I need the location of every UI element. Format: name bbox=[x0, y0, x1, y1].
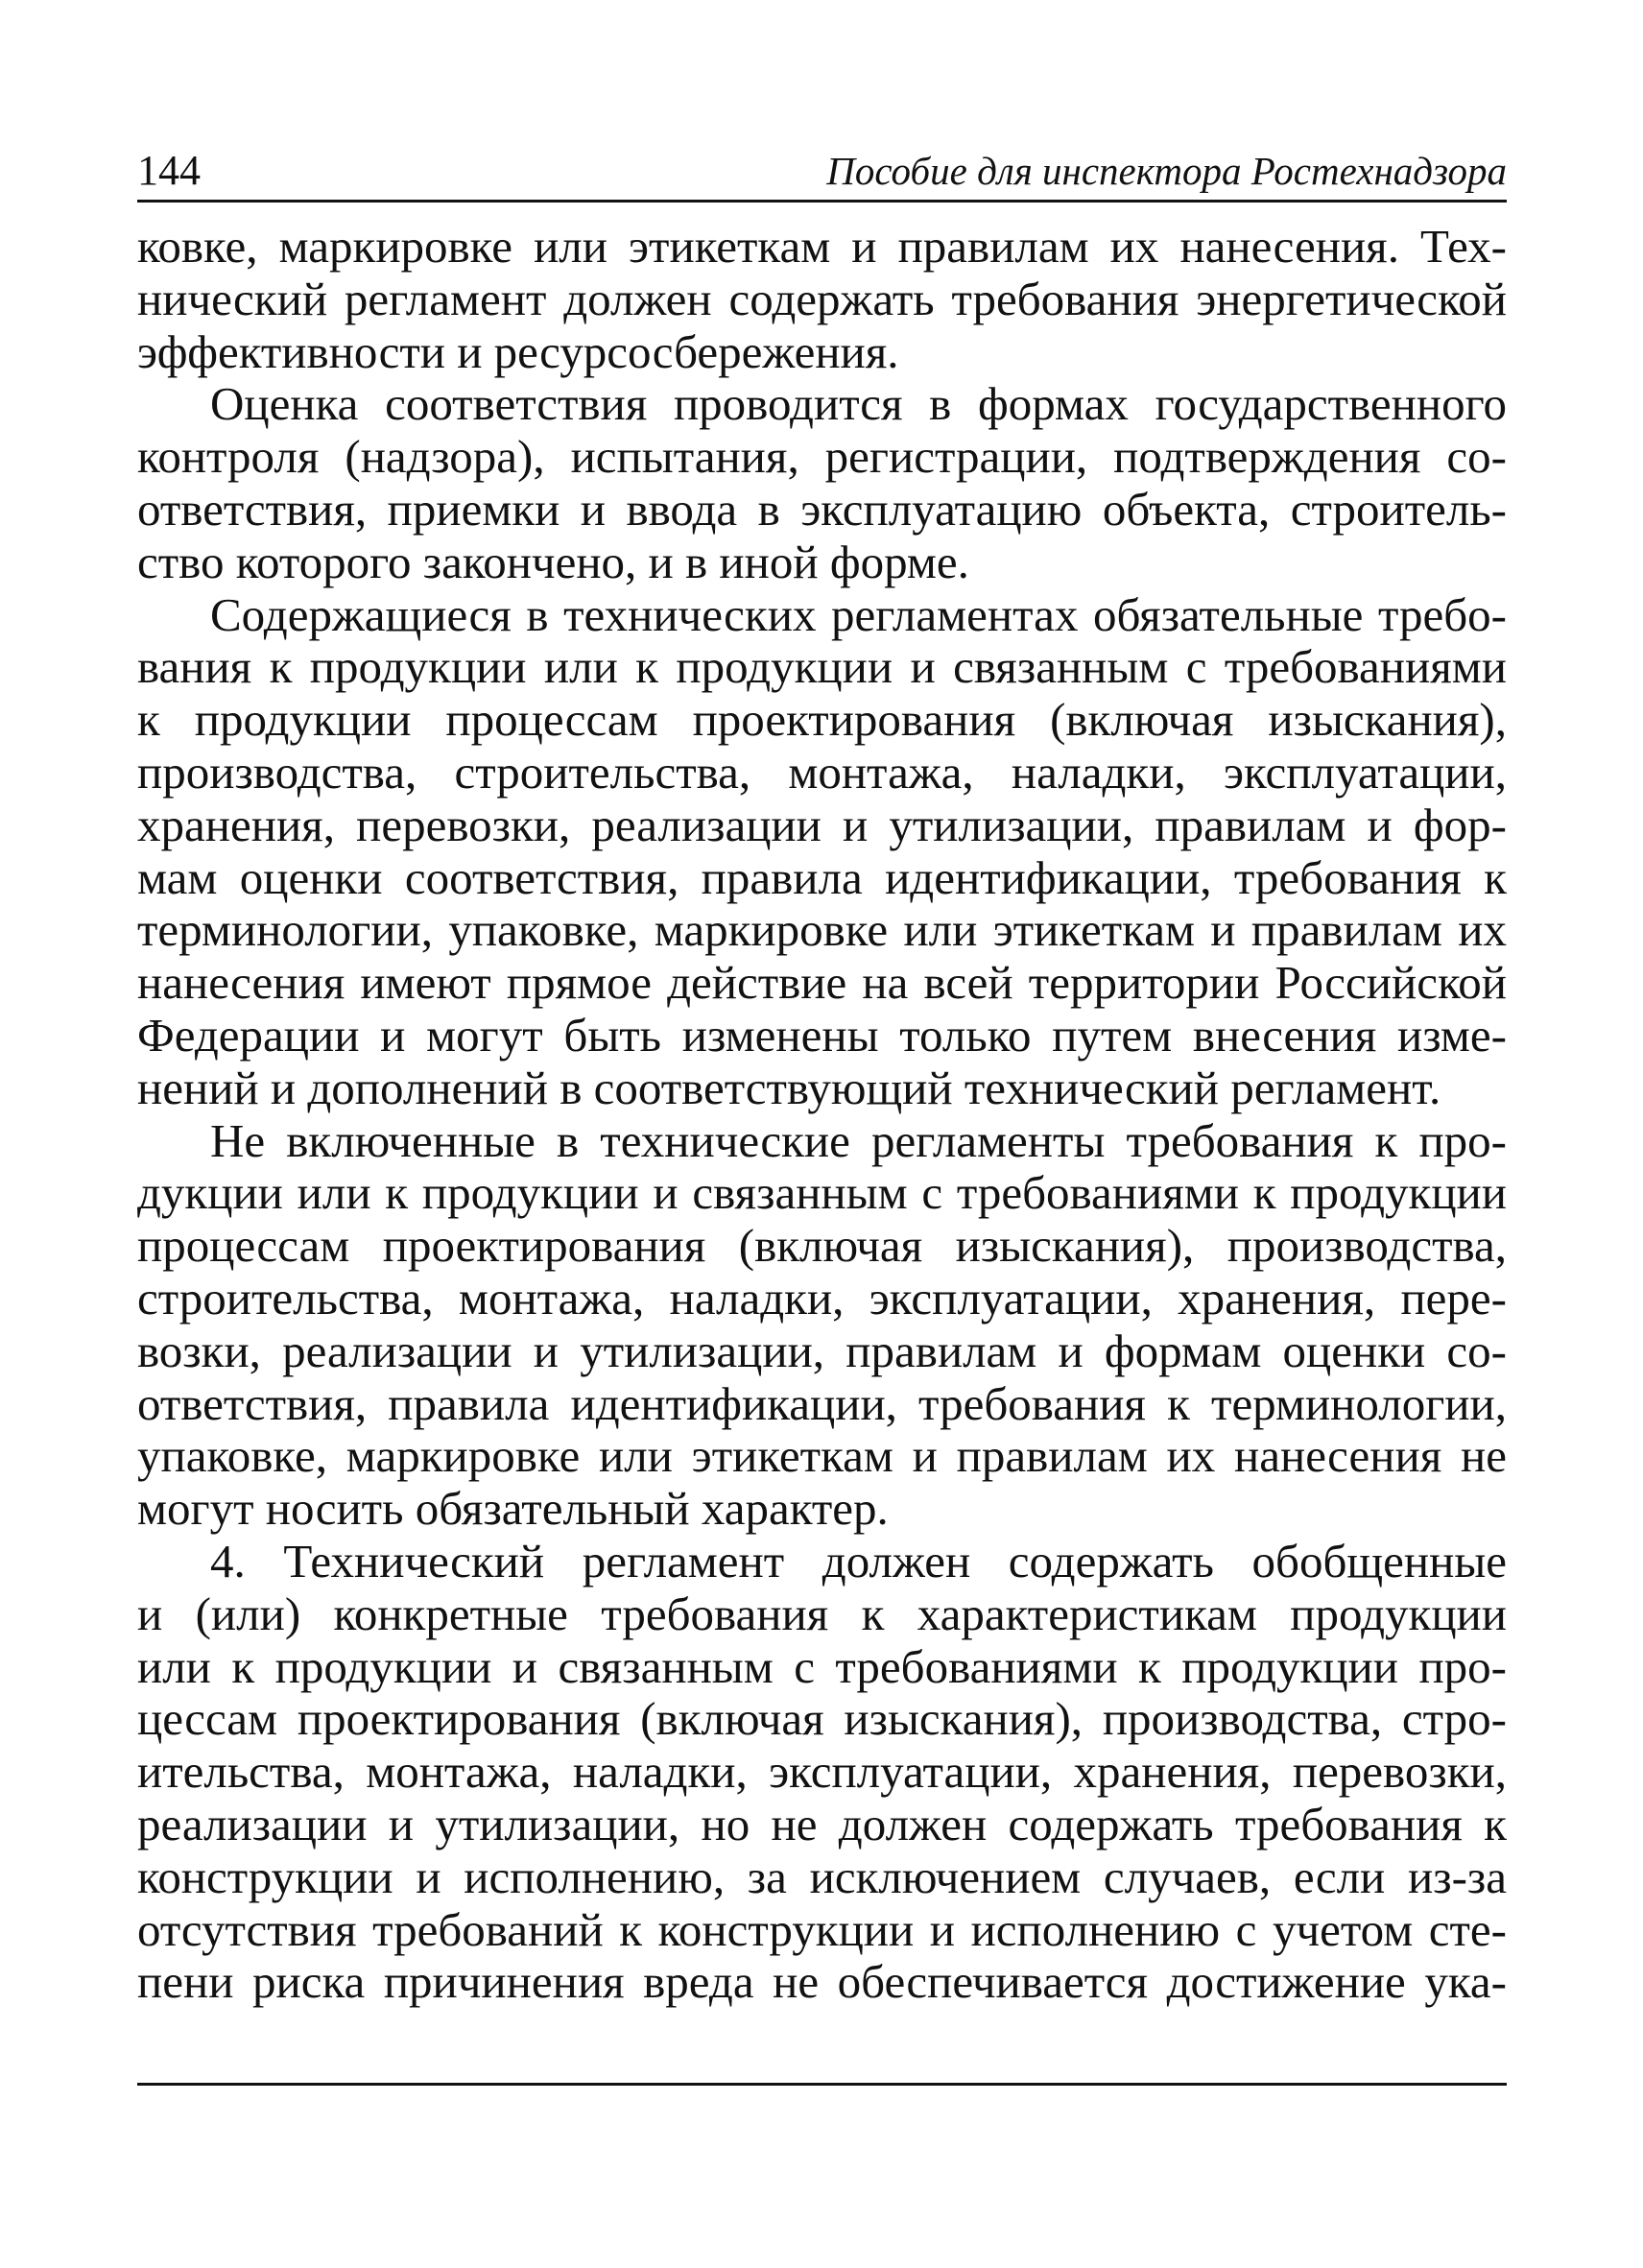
page-number: 144 bbox=[137, 147, 201, 194]
text-line: и (или) конкретные требования к характеристикам продукции bbox=[137, 1587, 1507, 1640]
text-line: ковке, маркировке или этикеткам и правилам их нанесения. Тех- bbox=[137, 220, 1507, 273]
text-line: ответствия, правила идентификации, требования к терминологии, bbox=[137, 1376, 1507, 1430]
book-title: Пособие для инспектора Ростехнадзора bbox=[826, 149, 1507, 193]
text-line: цессам проектирования (включая изыскания), производства, стро- bbox=[137, 1692, 1507, 1746]
text-line: мам оценки соответствия, правила идентификации, требования к bbox=[137, 850, 1507, 904]
text-line: ответствия, приемки и ввода в эксплуатацию объекта, строитель- bbox=[137, 482, 1507, 536]
text-line: нанесения имеют прямое действие на всей территории Российской bbox=[137, 956, 1507, 1010]
text-line: дукции или к продукции и связанным с требованиями к продукции bbox=[137, 1166, 1507, 1220]
text-line: конструкции и исполнению, за исключением случаев, если из-за bbox=[137, 1850, 1507, 1903]
text-line: нений и дополнений в соответствующий технический регламент. bbox=[137, 1061, 1441, 1114]
text-line: строительства, монтажа, наладки, эксплуатации, хранения, пере- bbox=[137, 1271, 1507, 1325]
text-line: упаковке, маркировке или этикеткам и правилам их нанесения не bbox=[137, 1429, 1507, 1483]
text-line: вания к продукции или к продукции и связанным с требованиями bbox=[137, 640, 1507, 694]
text-line: пени риска причинения вреда не обеспечивается достижение ука- bbox=[137, 1955, 1507, 2009]
text-line: нический регламент должен содержать требования энергетической bbox=[137, 272, 1507, 325]
text-line: хранения, перевозки, реализации и утилизации, правилам и фор- bbox=[137, 798, 1507, 851]
paragraph-4 bbox=[137, 1115, 1507, 1536]
text-line: ство которого закончено, и в иной форме. bbox=[137, 535, 969, 588]
text-line: могут носить обязательный характер. bbox=[137, 1482, 889, 1536]
running-head bbox=[137, 144, 1507, 203]
bottom-rule bbox=[137, 2083, 1507, 2086]
text-line: к продукции процессам проектирования (включая изыскания), bbox=[137, 693, 1507, 747]
paragraph-3 bbox=[137, 589, 1507, 1115]
text-line: Федерации и могут быть изменены только путем внесения изме- bbox=[137, 1008, 1507, 1062]
text-line: реализации и утилизации, но не должен содержать требования к bbox=[137, 1797, 1507, 1850]
text-line: контроля (надзора), испытания, регистрации, подтверждения со- bbox=[137, 430, 1507, 484]
text-line: процессам проектирования (включая изыскания), производства, bbox=[137, 1219, 1507, 1273]
text-line: терминологии, упаковке, маркировке или этикеткам и правилам их bbox=[137, 903, 1507, 957]
paragraph-5 bbox=[137, 1536, 1507, 2009]
text-line: ительства, монтажа, наладки, эксплуатации, хранения, перевозки, bbox=[137, 1745, 1507, 1799]
text-line: Не включенные в технические регламенты требования к про- bbox=[210, 1113, 1507, 1167]
body-text bbox=[137, 221, 1507, 2009]
text-line: Оценка соответствия проводится в формах государственного bbox=[210, 377, 1507, 431]
text-line: Содержащиеся в технических регламентах обязательные требо- bbox=[210, 587, 1507, 641]
paragraph-1 bbox=[137, 221, 1507, 378]
text-line: отсутствия требований к конструкции и исполнению с учетом сте- bbox=[137, 1902, 1507, 1956]
text-line: или к продукции и связанным с требованиями к продукции про- bbox=[137, 1639, 1507, 1693]
text-line: 4. Технический регламент должен содержать обобщенные bbox=[210, 1534, 1507, 1588]
text-line: производства, строительства, монтажа, наладки, эксплуатации, bbox=[137, 745, 1507, 799]
text-line: эффективности и ресурсосбережения. bbox=[137, 324, 899, 378]
text-line: возки, реализации и утилизации, правилам и формам оценки со- bbox=[137, 1324, 1507, 1377]
paragraph-2 bbox=[137, 378, 1507, 588]
